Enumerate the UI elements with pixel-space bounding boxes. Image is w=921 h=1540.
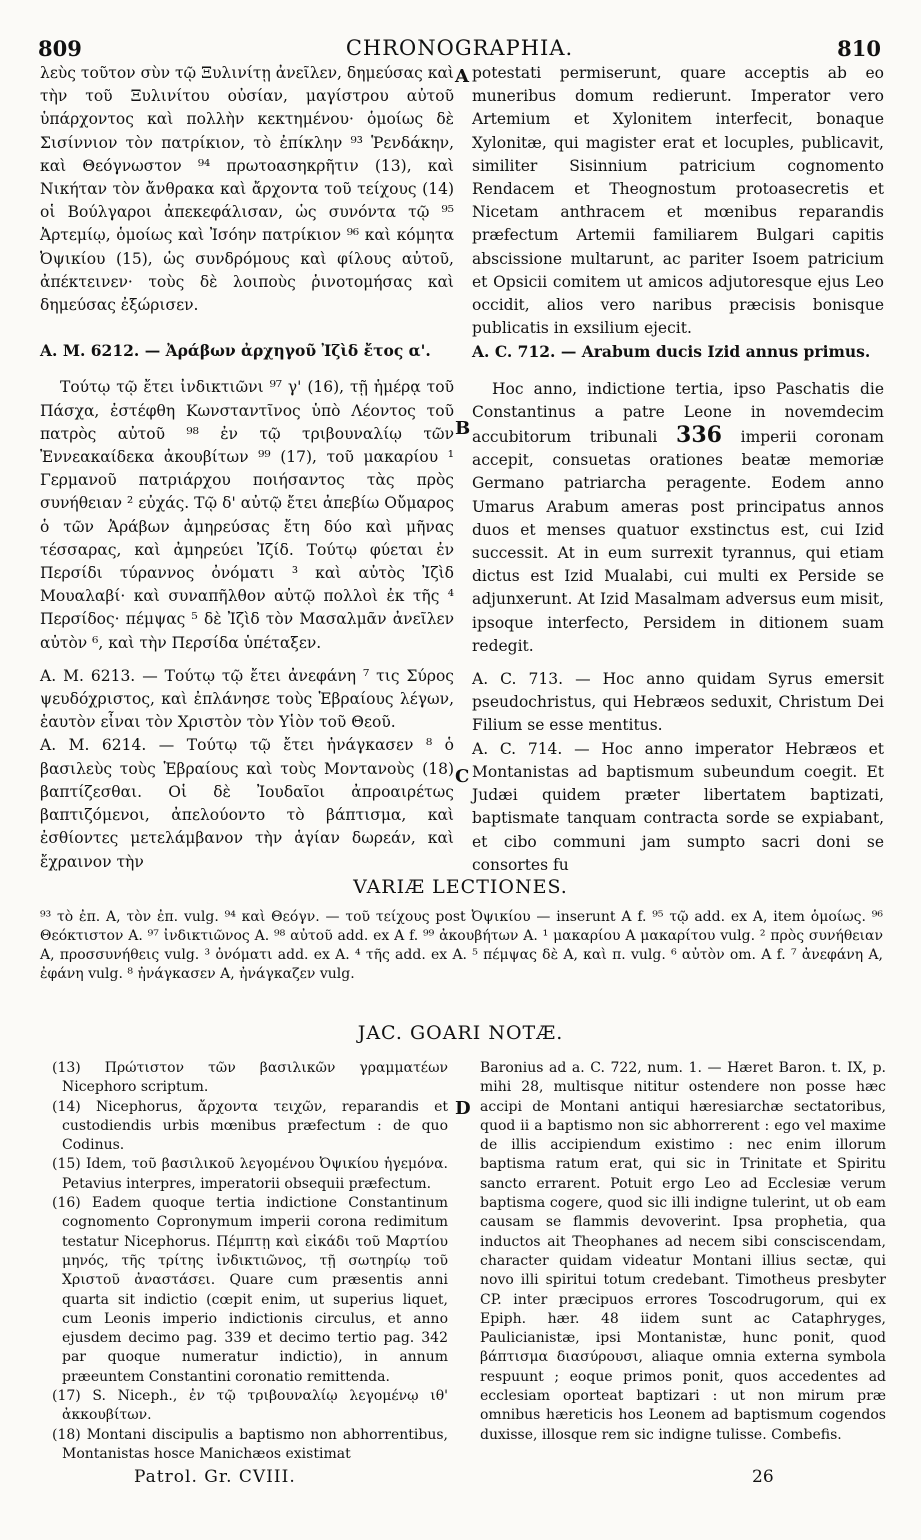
running-title: CHRONOGRAPHIA. — [345, 36, 574, 60]
latin-paragraph-4: A. C. 714. — Hoc anno imperator Hebræos et Montanistas ad baptismum subeundum coegit. Et Judæi quidem præter libertatem baptizati, baptismate tanquam contracta sorde se expiabant, et cibo communi jam sumpto sacri doni se consortes fu — [472, 739, 884, 874]
greek-paragraph-2: Τούτῳ τῷ ἔτει ἰνδικτιῶνι ⁹⁷ γ' (16), τῇ ἡμέρᾳ τοῦ Πάσχα, ἐστέφθη Κωνσταντῖνος ὑπὸ Λέοντος τοῦ πατρὸς αὐτοῦ ⁹⁸ ἐν τῷ τριβουναλίῳ τῶν Ἐννεακαίδεκα ἀκουβίτων ⁹⁹ (17), τοῦ μακαρίου ¹ Γερμανοῦ πατριάρχου ποιήσαντος τὰς πρὸς συνήθειαν ² εὐχάς. Τῷ δ' αὐτῷ ἔτει ἀπεβίω Οὔμαρος ὁ τῶν Ἀράβων ἀμηρεύσας ἔτη δύο καὶ μῆνας τέσσαρας, καὶ ἀμηρεύει Ἰζίδ. Τούτῳ φύεται ἐν Περσίδι τύραννος ὀνόματι ³ καὶ αὐτὸς Ἰζὶδ Μουαλαβί· καὶ συναπῆλθον αὐτῷ πολλοὶ ἐκ τῆς ⁴ Περσίδος· πέμψας ⁵ δὲ Ἰζὶδ τὸν Μασαλμᾶν ἀνεῖλεν αὐτὸν ⁶, καὶ τὴν Περσίδα ὑπέταξεν. — [40, 378, 454, 652]
latin-paragraph-2 — [472, 378, 884, 658]
footer-signature: Patrol. Gr. CVIII. — [134, 1467, 296, 1487]
greek-paragraph-4: A. M. 6214. — Τούτῳ τῷ ἔτει ἠνάγκασεν ⁸ ὁ βασιλεὺς τοὺς Ἑβραίους καὶ τοὺς Μοντανοὺς (18) βαπτίζεσθαι. Οἱ δὲ Ἰουδαῖοι ἀπροαιρέτως βαπτιζόμενοι, ἀπελούοντο τὸ βάπτισμα, καὶ ἐσθίοντες μετελάμβανον τὴν ἁγίαν δωρεάν, καὶ ἔχραινον τὴν — [40, 736, 454, 871]
page-number-right: 810 — [837, 36, 881, 61]
margin-letter-c: C — [455, 766, 470, 787]
footer-sheet-number: 26 — [752, 1467, 774, 1487]
notae-right-column — [480, 1059, 886, 1445]
note-16: (16) Eadem quoque tertia indictione Constantinum cognomento Copronymum imperii corona redimitum testatur Nicephorus. Πέμπτῃ καὶ εἰκάδι τοῦ Μαρτίου μηνός, τῆς τρίτης ἰνδικτιῶνος, τῇ σωτηρίῳ τοῦ Χριστοῦ ἀναστάσει. Quare cum præsentis anni quarta sit indictio (cœpit enim, ut superius liquet, cum Leonis imperio indictionis circulus, et anno ejusdem decimo pag. 339 et decimo tertio pag. 342 par quoque numeratur indictio), in annum præeuntem Constantini coronatio remittenda. — [52, 1195, 448, 1385]
column-number: 336 — [676, 422, 722, 449]
latin-paragraph-3: A. C. 713. — Hoc anno quidam Syrus emersit pseudochristus, qui Hebræos seduxit, Christum Dei Filium se esse mentitus. — [472, 670, 884, 735]
variae-lectiones — [40, 908, 883, 984]
note-15: (15) Idem, τοῦ βασιλικοῦ λεγομένου Ὀψικίου ἡγεμόνα. Petavius interpres, imperatorii obsequii præfectum. — [52, 1156, 448, 1192]
greek-paragraph-1: λεὺς τοῦτον σὺν τῷ Ξυλινίτῃ ἀνεῖλεν, δημεύσας καὶ τὴν τοῦ Ξυλινίτου οὐσίαν, μαγίστρου αὐτοῦ ὑπάρχοντος καὶ πολλὴν κεκτημένου· ὁμοίως δὲ Σισίννιον τὸν πατρίκιον, τὸ ἐπίκλην ⁹³ Ῥενδάκην, καὶ Θεόγνωστον ⁹⁴ πρωτοασηκρῆτιν (13), καὶ Νικήταν τὸν ἄνθρακα καὶ ἄρχοντα τοῦ τείχους (14) οἱ Βούλγαροι ἀπεκεφάλισαν, ὡς συνόντα τῷ ⁹⁵ Ἀρτεμίῳ, ὁμοίως καὶ Ἰσόην πατρίκιον ⁹⁶ καὶ κόμητα Ὀψικίου (15), ὡς συνδρόμους καὶ φίλους αὐτοῦ, ἀπέκτεινεν· τοὺς δὲ λοιποὺς ῥινοτομήσας καὶ δημεύσας ἐξώρισεν. — [40, 64, 454, 315]
note-18-continued: Baronius ad a. C. 722, num. 1. — Hæret Baron. t. IX, p. mihi 28, multisque nititur ostendere non posse hæc accipi de Montani antiqui hæresiarchæ sectatoribus, quod ii a baptismo non sic abhorrerent : ego vel maxime de illis accipiendum existimo : nec enim illorum baptisma ratum erat, qui sic in Trinitate et Spiritu sancto errarent. Potuit ergo Leo ad Ecclesiæ verum baptisma cogere, quod sic illi indigne tulerint, ut ob eam causam se flammis devoverint. Ipsa prophetia, qua inductos ait Theophanes ad necem sibi consciscendam, character quidam videatur Montani illius sectæ, qui novo illi spiritui totum credebant. Timotheus presbyter CP. inter præcipuos errores Toscodrugorum, qui ex Epiph. hær. 48 iidem sunt ac Cataphryges, Paulicianistæ, ipsi Montanistæ, hunc ponit, quod βάπτισμα διασύρουσι, aliaque omnia externa symbola respuunt ; eoque primos ponit, quos accedentes ad ecclesiam oporteat baptizari : ut non mirum præ omnibus hæreticis hos Leonem ad baptismum cogendos duxisse, illosque rem sic indigne tulisse. Combefis. — [480, 1060, 886, 1443]
variae-lectiones-text: ⁹³ τὸ ἐπ. A, τὸν ἐπ. vulg. ⁹⁴ καὶ Θεόγν. — τοῦ τείχους post Ὀψικίου — inserunt A f. ⁹⁵ τῷ add. ex A, item ὁμοίως. ⁹⁶ Θεόκτιστον A. ⁹⁷ ἰνδικτιῶνος A. ⁹⁸ αὐτοῦ add. ex A f. ⁹⁹ ἀκουβήτων A. ¹ μακαρίου A μακαρίτου vulg. ² πρὸς συνήθειαν A, προσσυνήθεις vulg. ³ ὀνόματι add. ex A. ⁴ τῆς add. ex A. ⁵ πέμψας δὲ A, καὶ π. vulg. ⁶ αὐτὸν om. A f. ⁷ ἀνεφάνη A, ἐφάνη vulg. ⁸ ἠνάγκασεν A, ἠνάγκαζεν vulg. — [40, 909, 883, 982]
margin-letter-b: B — [455, 418, 471, 439]
margin-letter-a: A — [455, 66, 469, 87]
latin-column — [472, 62, 884, 877]
note-14: (14) Nicephorus, ἄρχοντα τειχῶν, reparandis et custodiendis urbis mœnibus præfectum : de quo Codinus. — [52, 1098, 448, 1154]
note-13: (13) Πρώτιστον τῶν βασιλικῶν γραμματέων Nicephoro scriptum. — [52, 1060, 448, 1096]
latin-paragraph-2b: imperii coronam accepit, consuetas orationes beatæ memoriæ Germano patriarcha peragente. Eodem anno Umarus Arabum ameras post principatus annos duos et menses quatuor exstinctus est, cui Izid successit. At in eum surrexit tyrannus, qui etiam dictus est Izid Mualabi, cui multi ex Perside se adjunxerunt. At Izid Masalmam adversus eum misit, ipsoque interfecto, Persidem in ditionem suam redegit. — [472, 428, 884, 655]
greek-paragraph-3: A. M. 6213. — Τούτῳ τῷ ἔτει ἀνεφάνη ⁷ τις Σύρος ψευδόχριστος, καὶ ἐπλάνησε τοὺς Ἑβραίους λέγων, ἑαυτὸν εἶναι τὸν Χριστὸν τὸν Υἱὸν τοῦ Θεοῦ. — [40, 666, 454, 732]
variae-lectiones-title: VARIÆ LECTIONES. — [353, 876, 568, 898]
latin-paragraph-2a: Hoc anno, indictione tertia, ipso Paschatis die Constantinus a patre Leone in novemdecim accubitorum tribunali — [472, 379, 884, 447]
greek-column — [40, 62, 454, 874]
latin-paragraph-1: potestati permiserunt, quare acceptis ab eo muneribus domum redierunt. Imperator vero Artemium et Xylonitem interfecit, bonaque Xylonitæ, qui magister erat et locuples, publicavit, similiter Sisinnium patricium cognomento Rendacem et Theognostum protoasecretis et Nicetam anthracem et mœnibus reparandis præfectum Artemii familiarem Bulgari capitis abscissione multarunt, ac pariter Isoem patricium et Opsicii comitem ut amicos adjutoresque ejus Leo occidit, alios vero naribus præcisis bonisque publicatis in exsilium ejecit. — [472, 64, 884, 338]
note-18: (18) Montani discipulis a baptismo non abhorrentibus, Montanistas hosce Manichæos existimat — [52, 1426, 448, 1462]
note-17: (17) S. Niceph., ἐν τῷ τριβουναλίῳ λεγομένῳ ιθ' ἀκκουβίτων. — [52, 1388, 448, 1424]
greek-year-heading: A. M. 6212. — Ἀράβων ἀρχηγοῦ Ἰζὶδ ἔτος α'. — [40, 341, 431, 361]
latin-year-heading: A. C. 712. — Arabum ducis Izid annus primus. — [472, 342, 871, 362]
notae-left-column — [52, 1059, 448, 1464]
notae-title: JAC. GOARI NOTÆ. — [357, 1022, 564, 1044]
margin-letter-d: D — [455, 1098, 471, 1119]
page-number-left: 809 — [38, 36, 82, 61]
